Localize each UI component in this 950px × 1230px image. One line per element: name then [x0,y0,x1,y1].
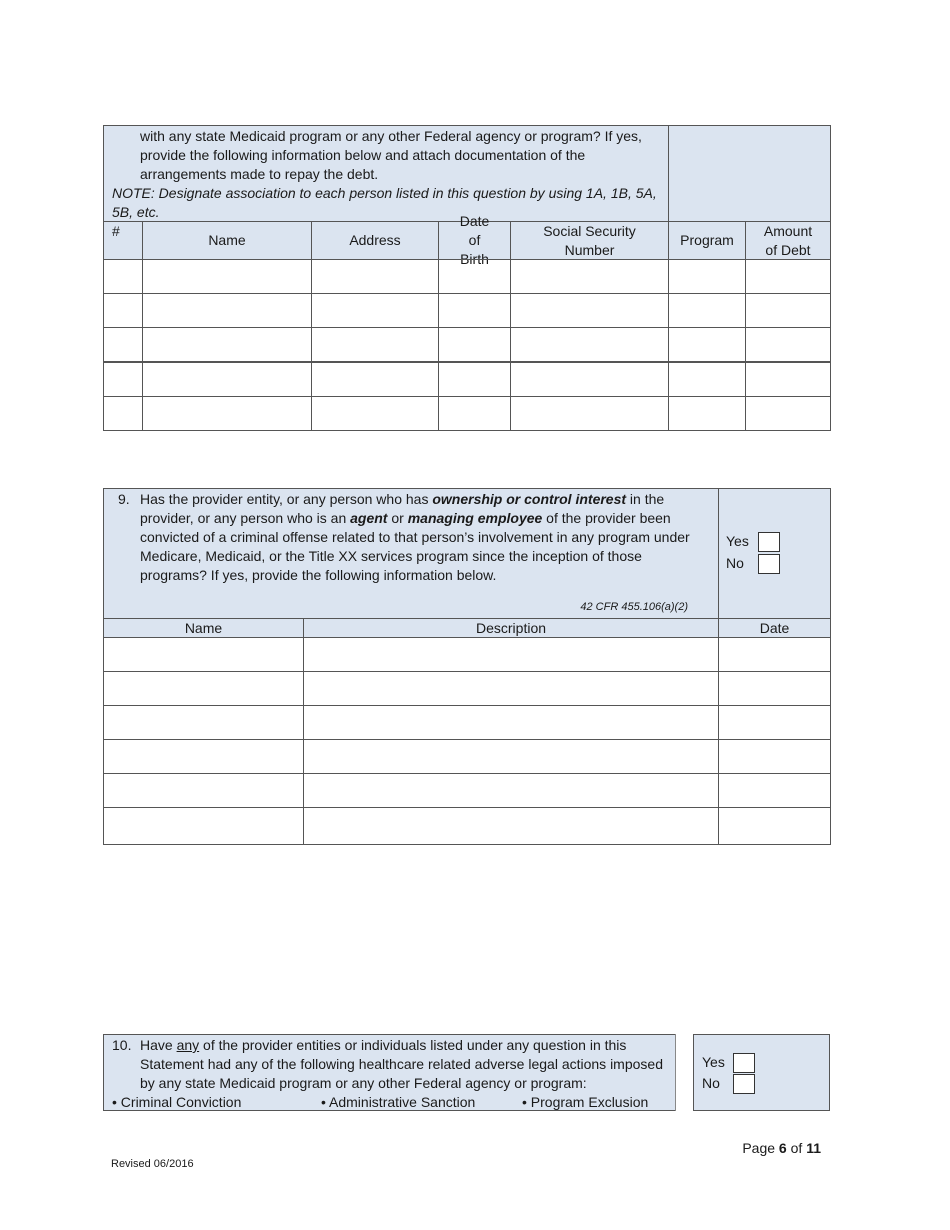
q8-col-number [103,221,143,260]
q8-cell-dob[interactable] [438,259,511,294]
q8-cell-amount[interactable] [745,327,831,362]
q10-bullet-conviction: • Criminal Conviction [112,1094,242,1110]
q9-table-body [103,637,831,845]
q9-col-description [303,618,719,638]
page-prefix: Page [742,1140,779,1156]
q8-col-amount [745,221,831,260]
q9-no-row [726,553,780,574]
q8-col-amount-label: Amount of Debt [763,222,813,258]
q10-no-checkbox[interactable] [733,1074,755,1094]
q9-cell-name[interactable] [103,773,304,808]
q8-cell-program[interactable] [668,259,746,294]
table-row [103,773,831,808]
q8-question-cell [103,125,669,222]
q9-cell-description[interactable] [303,807,719,845]
q8-cell-dob[interactable] [438,362,511,397]
q9-answer-cell [718,488,831,619]
q8-cell-number[interactable] [103,327,143,362]
q9-bold-b: agent [350,510,388,526]
q8-col-name [142,221,312,260]
q10-question-text [140,1036,668,1093]
q9-col-name-label: Name [184,619,223,636]
q8-question-text: with any state Medicaid program or any other Federal agency or program? If yes, provide the following information below and attach documentation of the arrangements made to repay the debt. [140,128,642,182]
q10-question-box [103,1034,675,1111]
q8-col-dob [438,213,511,267]
table-row [103,327,831,362]
q9-col-description-label: Description [475,619,547,636]
q9-cell-date[interactable] [718,705,831,740]
table-row [103,739,831,774]
q9-text-d: of the provider been convicted of a criminal offense related to that person’s involvement in any program under Medicare, Medicaid, or the Title XX services program since the inception of those programs? If yes, provide the following information below. [140,510,690,583]
q9-cell-date[interactable] [718,773,831,808]
q8-cell-ssn[interactable] [510,327,669,362]
q8-cell-address[interactable] [311,396,439,431]
q9-col-date [718,618,831,638]
q9-question-cell [103,488,719,619]
q8-cell-amount[interactable] [745,362,831,397]
table-row [103,362,831,397]
q8-col-ssn-label: Social Security Number [543,222,636,258]
q9-cell-name[interactable] [103,705,304,740]
q8-cell-program[interactable] [668,362,746,397]
q9-cell-description[interactable] [303,705,719,740]
q8-cell-name[interactable] [142,362,312,397]
q10-yes-label: Yes [702,1054,725,1070]
table-row [103,671,831,706]
q8-col-number-label: # [112,223,120,239]
q9-cell-description[interactable] [303,637,719,672]
q9-cell-description[interactable] [303,773,719,808]
q9-cell-date[interactable] [718,637,831,672]
q10-text-a: Have [140,1037,177,1053]
q9-bold-a: ownership or control interest [432,491,627,507]
table-row [103,705,831,740]
q9-number: 9. [118,491,130,507]
q9-question-text [140,490,712,585]
q9-text-a: Has the provider entity, or any person who has [140,491,433,507]
q8-cell-number[interactable] [103,293,143,328]
q8-cell-name[interactable] [142,396,312,431]
q9-no-checkbox[interactable] [758,554,780,574]
q8-cell-name[interactable] [142,327,312,362]
q9-cell-name[interactable] [103,671,304,706]
q10-divider [675,1034,676,1111]
q10-yes-checkbox[interactable] [733,1053,755,1073]
q9-yes-checkbox[interactable] [758,532,780,552]
page-sep: of [786,1140,807,1156]
q8-cell-name[interactable] [142,293,312,328]
q8-col-address-label: Address [349,232,401,248]
q8-cell-address[interactable] [311,259,439,294]
q9-cell-date[interactable] [718,739,831,774]
q9-text-c: or [387,510,408,526]
q10-bullet-exclusion: • Program Exclusion [522,1094,649,1110]
q8-cell-amount[interactable] [745,396,831,431]
q9-cell-date[interactable] [718,807,831,845]
q8-cell-program[interactable] [668,396,746,431]
q10-answer-box [693,1034,830,1111]
q9-cell-date[interactable] [718,671,831,706]
q8-cell-dob[interactable] [438,327,511,362]
q9-yes-row [726,531,780,552]
q8-section [103,125,831,432]
q8-cell-number[interactable] [103,396,143,431]
q8-col-program-label: Program [680,232,734,248]
page-total: 11 [806,1140,821,1156]
q8-cell-name[interactable] [142,259,312,294]
table-row [103,259,831,294]
q9-bold-c: managing employee [407,510,543,526]
q8-col-program [668,221,746,260]
q8-cell-ssn[interactable] [510,396,669,431]
q9-cell-name[interactable] [103,739,304,774]
q9-citation: 42 CFR 455.106(a)(2) [580,601,688,613]
q8-table-body [103,259,831,432]
table-row [103,293,831,328]
revised-date: Revised 06/2016 [111,1158,194,1170]
table-row [103,637,831,672]
q8-cell-amount[interactable] [745,293,831,328]
q8-col-dob-label: Date of Birth [459,213,490,267]
q9-col-date-label: Date [759,619,790,636]
q9-col-name [103,618,304,638]
q10-number: 10. [112,1037,132,1053]
q9-text-b: in the provider, or any person who is an [140,491,665,526]
q8-cell-dob[interactable] [438,293,511,328]
q9-yes-label: Yes [726,533,749,549]
q10-underline: any [176,1037,200,1053]
q8-col-name-label: Name [208,232,246,248]
q9-cell-description[interactable] [303,671,719,706]
q8-cell-ssn[interactable] [510,362,669,397]
q10-text-b: of the provider entities or individuals listed under any question in this Statement had any of the following healthcare related adverse legal actions imposed by any state Medicaid program or any other Federal agency or program: [140,1037,663,1091]
page-current: 6 [778,1140,787,1156]
q10-no-label: No [702,1075,720,1091]
q8-cell-address[interactable] [311,327,439,362]
q9-section [103,488,831,845]
page-number [742,1140,821,1156]
q10-bullet-sanction: • Administrative Sanction [321,1094,476,1110]
q9-cell-name[interactable] [103,807,304,845]
q10-no-row [702,1073,755,1094]
q9-cell-name[interactable] [103,637,304,672]
q8-cell-number[interactable] [103,259,143,294]
q10-yes-row [702,1052,755,1073]
table-row [103,807,831,845]
q8-cell-number[interactable] [103,362,143,397]
table-row [103,396,831,431]
q8-col-ssn [510,221,669,260]
q8-col-address [311,221,439,260]
q8-cell-ssn[interactable] [510,259,669,294]
q8-cell-ssn[interactable] [510,293,669,328]
q8-cell-dob[interactable] [438,396,511,431]
q8-cell-amount[interactable] [745,259,831,294]
q8-cell-address[interactable] [311,362,439,397]
q8-note: NOTE: Designate association to each person listed in this question by using 1A, 1B, 5A, 5B, etc. [112,185,657,220]
q8-answer-cell [668,125,831,222]
q9-no-label: No [726,555,744,571]
q8-cell-program[interactable] [668,293,746,328]
q9-cell-description[interactable] [303,739,719,774]
q8-cell-address[interactable] [311,293,439,328]
q8-cell-program[interactable] [668,327,746,362]
